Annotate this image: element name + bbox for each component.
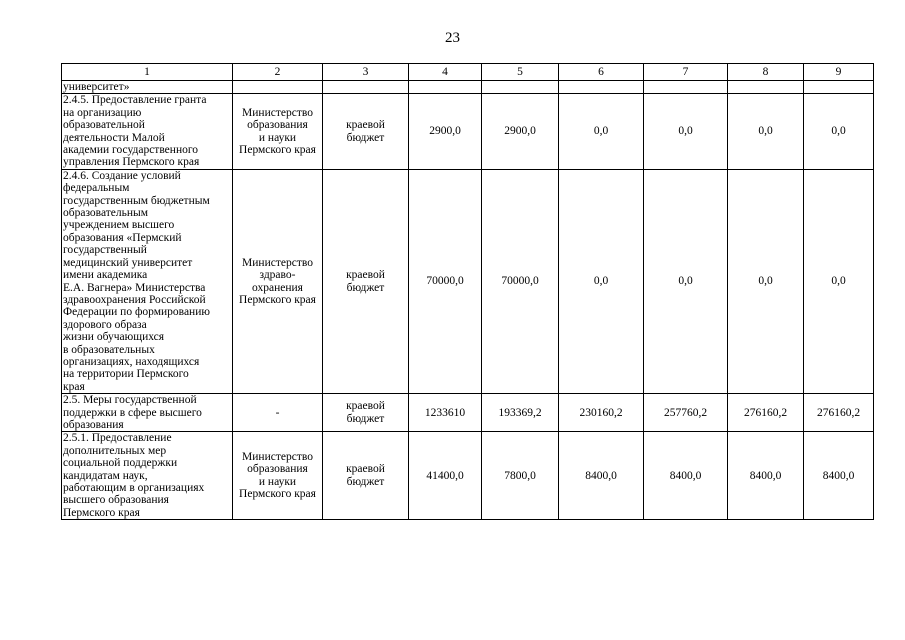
amount-cell: 0,0 xyxy=(728,94,804,169)
executor-cell-line: Министерство xyxy=(242,106,313,119)
activity-name-cell-line: управления Пермского края xyxy=(63,156,200,169)
executor-cell-line: - xyxy=(275,406,280,419)
amount-cell xyxy=(804,81,874,94)
executor-cell-line: и науки xyxy=(258,131,297,144)
amount-cell: 0,0 xyxy=(804,169,874,393)
executor-cell xyxy=(233,94,323,169)
amount-cell: 8400,0 xyxy=(644,432,728,520)
amount-cell: 0,0 xyxy=(559,169,644,393)
activity-name-cell-line: 2.4.5. Предоставление гранта xyxy=(63,94,207,107)
executor-cell-line: Пермского края xyxy=(239,144,316,157)
activity-name-cell xyxy=(62,81,233,94)
executor-cell-line: Министерство xyxy=(242,256,313,269)
amount-cell: 257760,2 xyxy=(644,394,728,432)
activity-name-cell-line: университет» xyxy=(63,81,130,93)
column-number: 5 xyxy=(482,64,559,81)
column-number: 9 xyxy=(804,64,874,81)
activity-name-cell-line: федеральным xyxy=(63,182,130,195)
amount-cell: 276160,2 xyxy=(804,394,874,432)
activity-name-cell-line: деятельности Малой xyxy=(63,131,165,144)
funding-source-cell xyxy=(323,432,409,520)
table-row xyxy=(62,94,874,169)
column-number: 2 xyxy=(233,64,323,81)
activity-name-cell-line: имени академика xyxy=(63,269,148,282)
activity-name-cell-line: края xyxy=(63,380,85,393)
activity-name-cell-line: образовательным xyxy=(63,207,149,220)
table-row xyxy=(62,81,874,94)
amount-cell xyxy=(409,81,482,94)
activity-name-cell-line: Пермского края xyxy=(63,506,140,519)
activity-name-cell-line: 2.5. Меры государственной xyxy=(63,394,197,407)
activity-name-cell-line: Федерации по формированию xyxy=(63,306,210,319)
amount-cell xyxy=(482,81,559,94)
activity-name-cell-line: образования xyxy=(63,418,124,431)
table-row xyxy=(62,432,874,520)
amount-cell: 2900,0 xyxy=(482,94,559,169)
amount-cell: 230160,2 xyxy=(559,394,644,432)
executor-cell-line: здраво- xyxy=(259,269,296,282)
amount-cell xyxy=(559,81,644,94)
funding-source-cell-line: бюджет xyxy=(346,475,385,488)
table-row xyxy=(62,169,874,393)
activity-name-cell-line: образования «Пермский xyxy=(63,231,182,244)
executor-cell-line: охранения xyxy=(252,281,303,294)
amount-cell: 0,0 xyxy=(644,94,728,169)
activity-name-cell-line: здравоохранения Российской xyxy=(63,293,206,306)
budget-table xyxy=(61,63,874,520)
executor-cell-line: образования xyxy=(247,119,308,132)
activity-name-cell-line: образовательной xyxy=(63,119,145,132)
activity-name-cell-line: Е.А. Вагнера» Министерства xyxy=(63,281,206,294)
executor-cell xyxy=(233,169,323,393)
activity-name-cell-line: государственным бюджетным xyxy=(63,194,210,207)
activity-name-cell-line: поддержки в сфере высшего xyxy=(63,406,202,419)
activity-name-cell-line: академии государственного xyxy=(63,144,199,157)
column-number: 1 xyxy=(62,64,233,81)
activity-name-cell xyxy=(62,432,233,520)
activity-name-cell-line: государственный xyxy=(63,244,147,257)
funding-source-cell-line: краевой xyxy=(346,463,385,476)
amount-cell: 0,0 xyxy=(728,169,804,393)
funding-source-cell xyxy=(323,81,409,94)
amount-cell xyxy=(644,81,728,94)
activity-name-cell-line: медицинский университет xyxy=(63,256,193,269)
funding-source-cell xyxy=(323,169,409,393)
activity-name-cell-line: работающим в организациях xyxy=(63,482,205,494)
activity-name-cell-line: в образовательных xyxy=(63,343,155,356)
amount-cell: 8400,0 xyxy=(804,432,874,520)
executor-cell xyxy=(233,432,323,520)
executor-cell-line: образования xyxy=(247,463,308,476)
activity-name-cell-line: организациях, находящихся xyxy=(63,355,200,368)
amount-cell: 7800,0 xyxy=(482,432,559,520)
amount-cell: 2900,0 xyxy=(409,94,482,169)
funding-source-cell-line: бюджет xyxy=(346,131,385,144)
funding-source-cell xyxy=(323,94,409,169)
amount-cell: 276160,2 xyxy=(728,394,804,432)
amount-cell: 1233610 xyxy=(409,394,482,432)
column-number: 6 xyxy=(559,64,644,81)
activity-name-cell-line: здорового образа xyxy=(63,318,147,331)
funding-source-cell-line: краевой xyxy=(346,119,385,132)
executor-cell-line: Пермского края xyxy=(239,488,316,501)
activity-name-cell-line: жизни обучающихся xyxy=(63,331,165,344)
column-number: 3 xyxy=(323,64,409,81)
page-number: 23 xyxy=(445,30,460,46)
table-row xyxy=(62,394,874,432)
activity-name-cell xyxy=(62,394,233,432)
activity-name-cell-line: высшего образования xyxy=(63,494,169,507)
amount-cell: 0,0 xyxy=(804,94,874,169)
activity-name-cell-line: 2.4.6. Создание условий xyxy=(63,169,181,182)
funding-source-cell-line: бюджет xyxy=(346,281,385,294)
funding-source-cell-line: краевой xyxy=(346,269,385,282)
amount-cell xyxy=(728,81,804,94)
amount-cell: 193369,2 xyxy=(482,394,559,432)
amount-cell: 41400,0 xyxy=(409,432,482,520)
column-number-row xyxy=(62,64,874,81)
activity-name-cell-line: учреждением высшего xyxy=(63,219,175,232)
executor-cell xyxy=(233,394,323,432)
activity-name-cell-line: на территории Пермского xyxy=(63,368,189,381)
activity-name-cell-line: на организацию xyxy=(63,106,142,119)
executor-cell-line: Пермского края xyxy=(239,293,316,306)
amount-cell: 70000,0 xyxy=(409,169,482,393)
column-number: 7 xyxy=(644,64,728,81)
activity-name-cell-line: кандидатам наук, xyxy=(63,469,148,482)
funding-source-cell-line: бюджет xyxy=(346,412,385,425)
amount-cell: 0,0 xyxy=(559,94,644,169)
column-number: 8 xyxy=(728,64,804,81)
activity-name-cell xyxy=(62,169,233,393)
activity-name-cell-line: дополнительных мер xyxy=(63,444,167,457)
funding-source-cell xyxy=(323,394,409,432)
amount-cell: 0,0 xyxy=(644,169,728,393)
column-number: 4 xyxy=(409,64,482,81)
executor-cell-line: и науки xyxy=(258,475,297,488)
activity-name-cell xyxy=(62,94,233,169)
amount-cell: 70000,0 xyxy=(482,169,559,393)
executor-cell-line: Министерство xyxy=(242,450,313,463)
amount-cell: 8400,0 xyxy=(728,432,804,520)
executor-cell xyxy=(233,81,323,94)
amount-cell: 8400,0 xyxy=(559,432,644,520)
activity-name-cell-line: социальной поддержки xyxy=(63,457,178,470)
funding-source-cell-line: краевой xyxy=(346,400,385,413)
activity-name-cell-line: 2.5.1. Предоставление xyxy=(63,432,172,445)
